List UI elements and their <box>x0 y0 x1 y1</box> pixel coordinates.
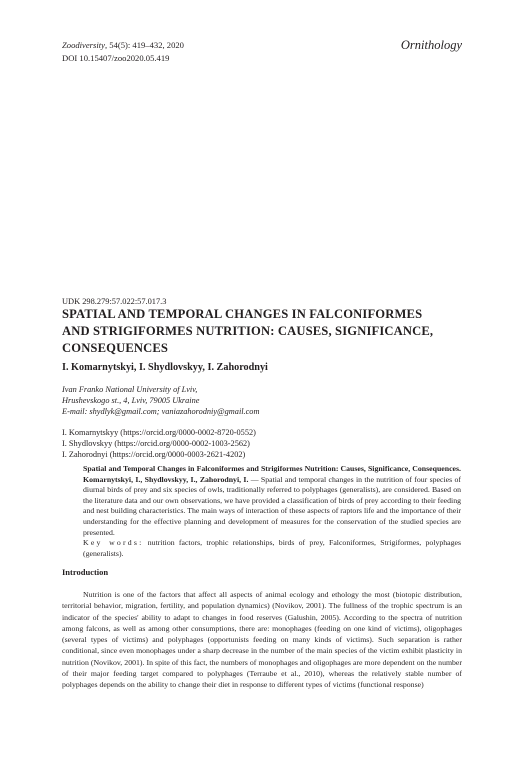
journal-name: Zoodiversity <box>62 40 105 50</box>
keywords-label: Key words: <box>83 538 144 548</box>
abstract <box>83 464 461 559</box>
affiliation <box>62 384 259 418</box>
udk-code: UDK 298.279:57.022:57.017.3 <box>62 297 167 306</box>
article-title <box>62 306 462 356</box>
doi[interactable]: DOI 10.15407/zoo2020.05.419 <box>62 52 170 63</box>
orcid-link[interactable]: I. Zahorodnyi (https://orcid.org/0000-0003-2621-4202) <box>62 450 246 460</box>
abstract-text <box>83 464 461 538</box>
keywords-text: nutrition factors, trophic relationships, birds of prey, Falconiformes, Strigiformes, polyphages (generalists). <box>83 538 461 558</box>
introduction-paragraph: Nutrition is one of the factors that affect all aspects of animal ecology and ethology the most (biotopic distribution, territorial behavior, migration, fertility, and population dynamics) (Novikov, 2001). The fullness of the trophic spectrum is an indicator of the species' ability to adapt to changes in food reserves (Galushin, 2005). According to the spectra of nutrition among falcons, as well as among other consumptions, there are: monophages (feeding on one kind of victims), oligophages (several types of victims) and polyphages (opportunists feeding on many kinds of victims). Such separation is rather conditional, since even monophages under a sharp decrease in the number of the main species of the victim exhibit plasticity in nutrition (Novikov, 2001). In spite of this fact, the numbers of monophages and oligophages are more dependent on the number of their major feeding target compared to polyphages (Terraube et al., 2010), whereas the relatively stable number of polyphages depends on the ability to change their diet in response to different types of victims (functional response) <box>62 590 462 690</box>
abstract-body: — Spatial and temporal changes in the nutrition of four species of diurnal birds of prey and six species of owls, traditionally referred to polyphages (generalists), are considered. Based on the literature data and our own observations, we have provided a classification of birds of prey according to their feeding and nest building characteristics. The main ways of interaction of these aspects of raptors life and the importance of their understanding for the effective planning and development of measures for the conservation of the studied species are presented. <box>83 474 461 537</box>
orcid-link[interactable]: I. Komarnytskyy (https://orcid.org/0000-0002-8720-0552) <box>62 428 256 437</box>
affiliation-line: Ivan Franko National University of Lviv, <box>62 385 198 394</box>
email-line[interactable]: E-mail: shydlyk@gmail.com; vaniazahorodniy@gmail.com <box>62 407 260 417</box>
section-label: Ornithology <box>400 38 462 52</box>
journal-line <box>62 39 184 52</box>
orcid-link[interactable]: I. Shydlovskyy (https://orcid.org/0000-0002-1003-2562) <box>62 439 250 449</box>
title-line: CONSEQUENCES <box>62 340 169 355</box>
introduction-heading: Introduction <box>62 567 109 577</box>
keywords <box>83 538 461 559</box>
abstract-title: Spatial and Temporal Changes in Falconiformes and Strigiformes Nutrition: Causes, Significance, Consequences. Komarnytskyi, I., Shydlovskyy, I., Zahorodnyi, I. <box>83 464 461 484</box>
journal-citation <box>62 39 184 64</box>
journal-volume: , 54(5): 419–432, 2020 <box>104 40 184 50</box>
affiliation-line: Hrushevskogo st., 4, Lviv, 79005 Ukraine <box>62 396 200 406</box>
orcid-list <box>62 427 256 461</box>
authors: I. Komarnytskyi, I. Shydlovskyy, I. Zahorodnyi <box>62 362 268 373</box>
title-line: SPATIAL AND TEMPORAL CHANGES IN FALCONIFORMES <box>62 307 423 321</box>
title-line: AND STRIGIFORMES NUTRITION: CAUSES, SIGNIFICANCE, <box>62 323 434 338</box>
